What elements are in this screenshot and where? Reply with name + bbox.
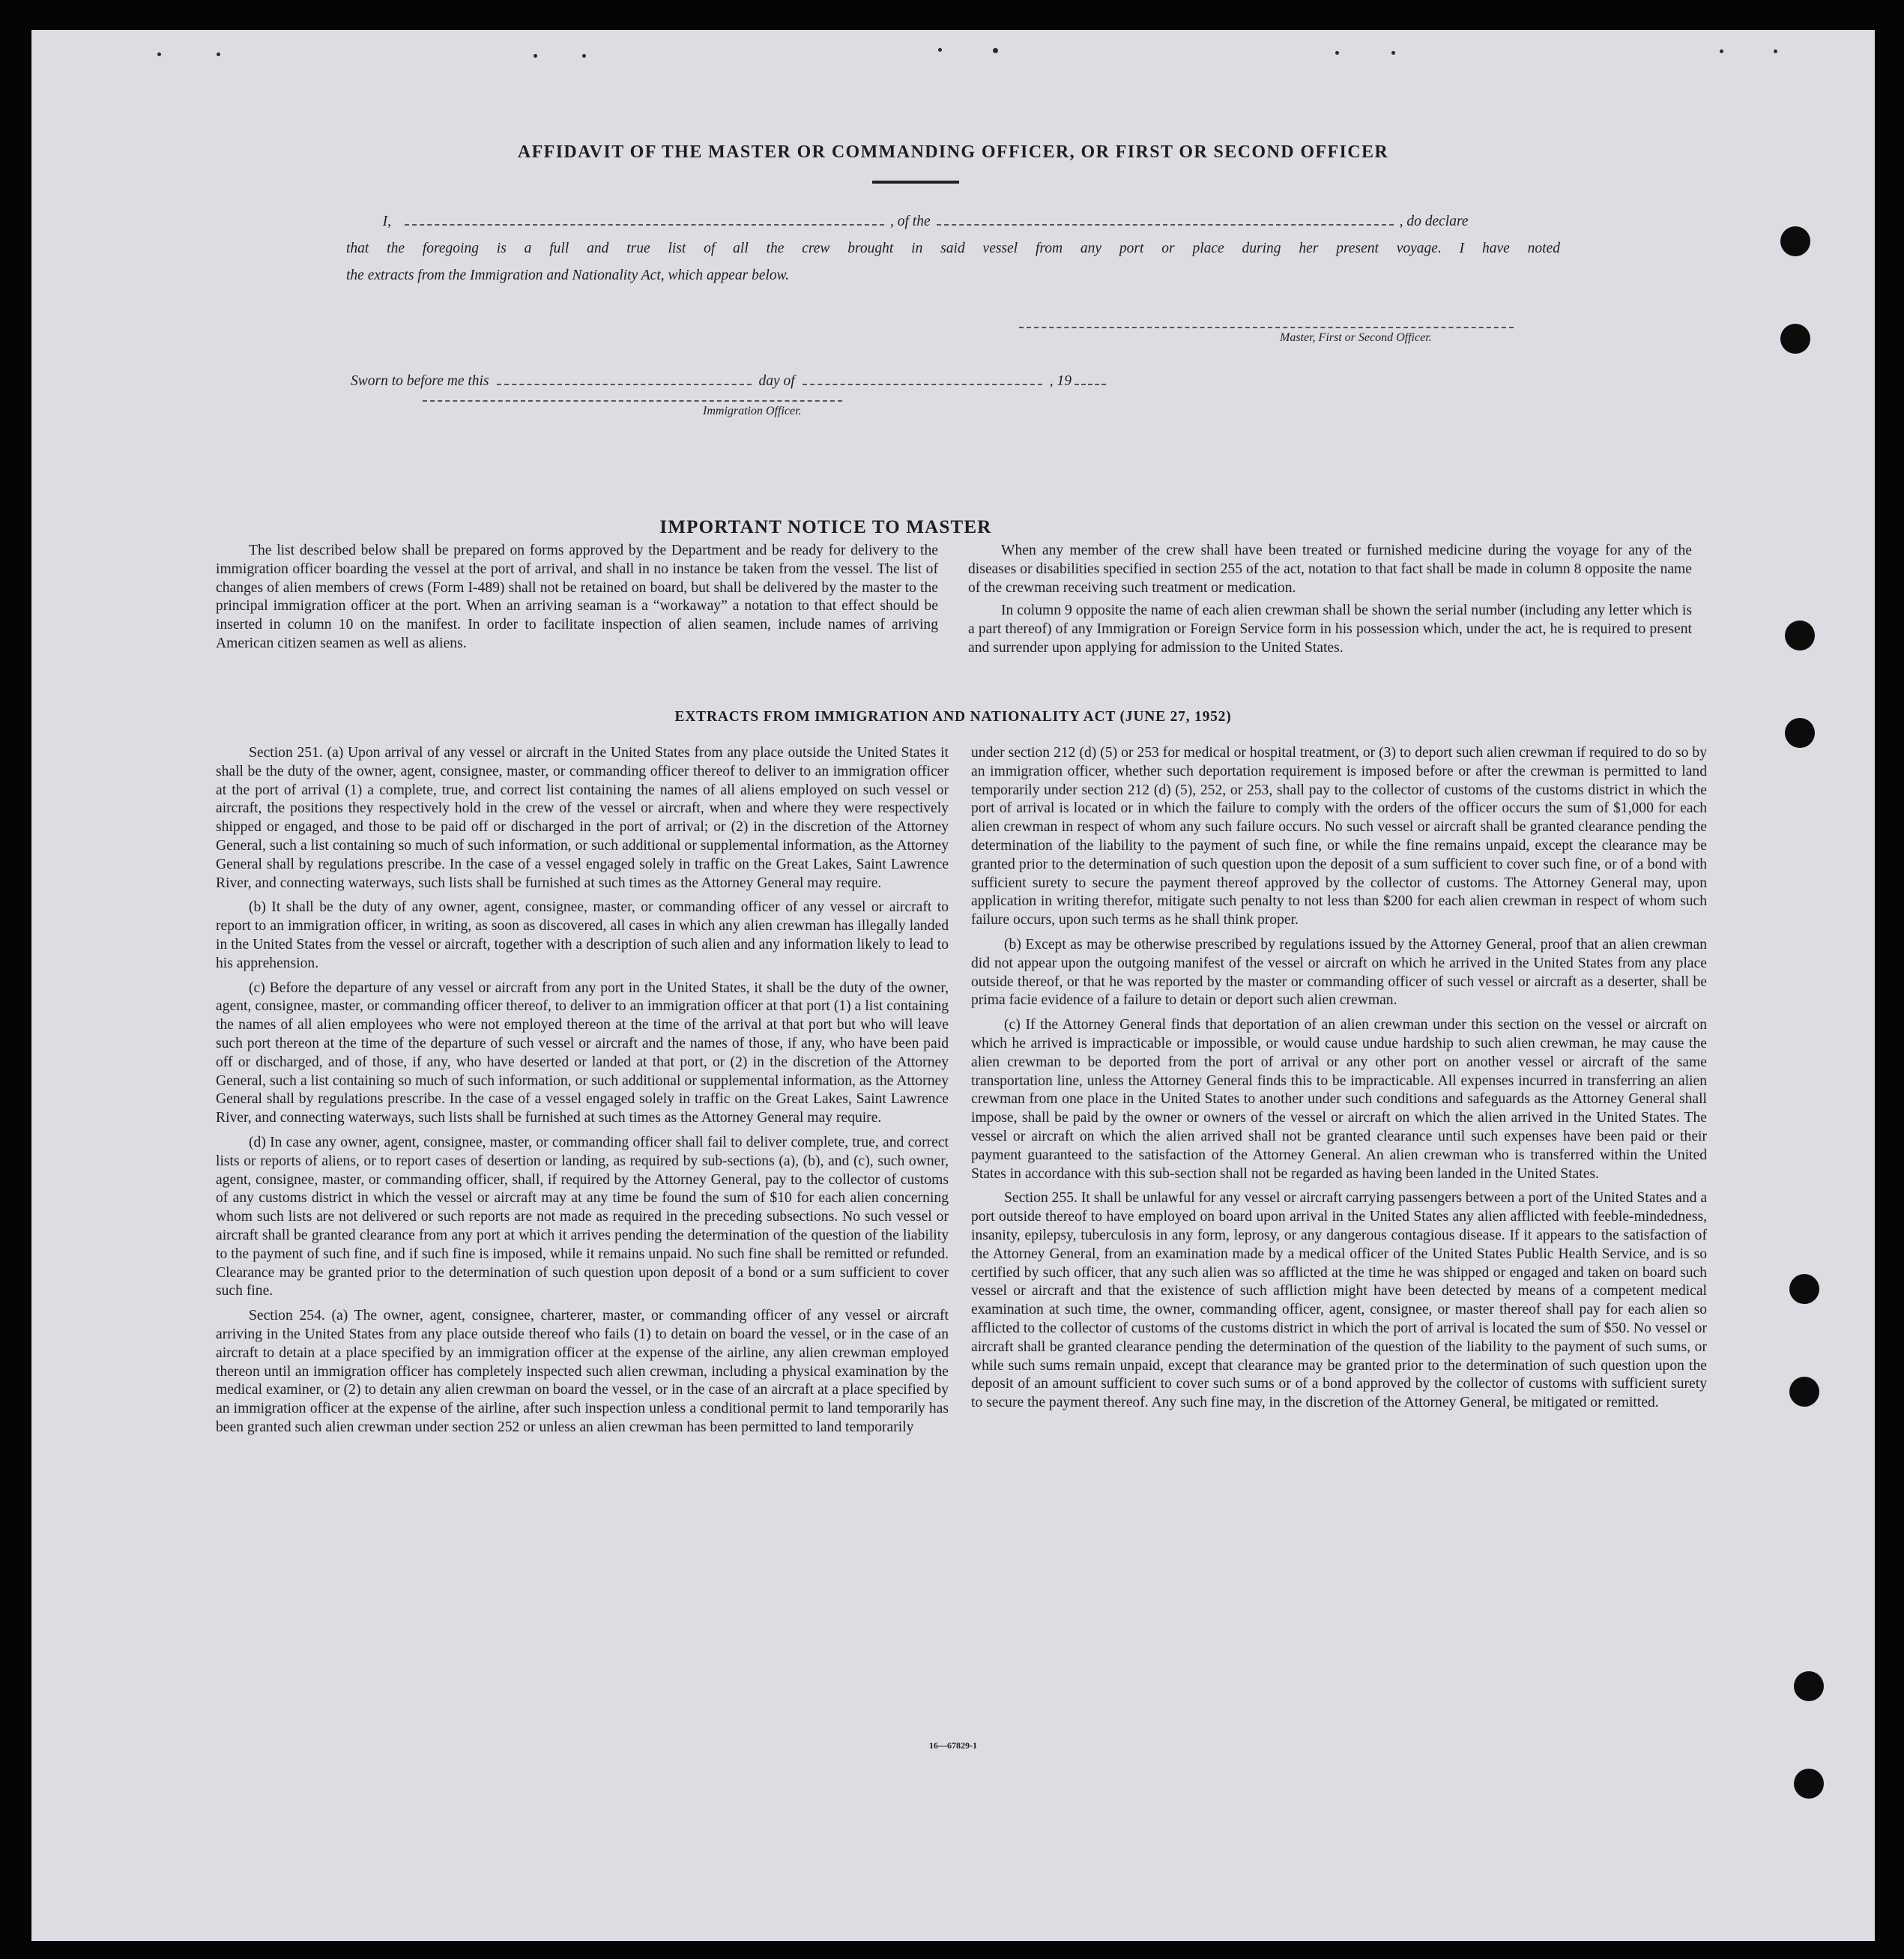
master-signature-caption: Master, First or Second Officer. — [1280, 331, 1432, 344]
notice-left-column — [216, 542, 938, 658]
punch-hole — [1794, 1769, 1824, 1799]
sworn-day-field[interactable] — [497, 384, 752, 385]
punch-hole — [1780, 324, 1810, 354]
scan-speck — [993, 48, 998, 53]
vessel-name-field[interactable] — [937, 224, 1394, 226]
affidavit-statement — [346, 208, 1560, 289]
do-declare-label: , do declare — [1399, 214, 1469, 229]
year-prefix: , 19 — [1049, 373, 1072, 389]
act-paragraph: under section 212 (d) (5) or 253 for medical or hospital treatment, or (3) to deport such alien crewman if required to do so by an immigration officer, whether such deportation requirement is imposed before or after the crewman is permitted to land temporarily under section 212 (d) (5), 252, or 253, shall pay to the collector of customs of the customs district in which the port of arrival is located or in which the failure to comply with the orders of the officer occurs the sum of $1,000 for each alien crewman in respect of whom any such failure occurs. No such vessel or aircraft shall be granted clearance pending the determination of the liability to the payment of such fine, or while the fine remains unpaid, except the clearance may be granted prior to the determination of such question upon the deposit of a sum sufficient to cover such fine, or of a bond with sufficient surety to secure the payment thereof approved by the collector of customs. The Attorney General may, upon application in writing therefor, mitigate such penalty to not less than $200 for each alien crewman in respect of whom such failure occurs, upon such terms as he shall think proper. — [971, 745, 1707, 929]
scan-speck — [1391, 51, 1395, 55]
punch-hole — [1789, 1377, 1819, 1407]
scan-speck — [582, 54, 586, 58]
of-the-label: , of the — [890, 214, 931, 229]
extracts-left-column — [216, 744, 949, 1443]
scan-speck — [1720, 49, 1723, 53]
sworn-month-field[interactable] — [803, 384, 1042, 385]
immigration-officer-caption: Immigration Officer. — [703, 405, 802, 417]
form-number: 16—67829-1 — [929, 1740, 977, 1751]
extracts-right-column — [971, 744, 1707, 1419]
punch-hole — [1789, 1274, 1819, 1304]
affidavit-title: AFFIDAVIT OF THE MASTER OR COMMANDING OFFICER, OR FIRST OR SECOND OFFICER — [517, 142, 1389, 162]
notice-paragraph: In column 9 opposite the name of each alien crewman shall be shown the serial number (including any letter which is a part thereof) of any Immigration or Foreign Service form in his possession which, under the act, he is required to present and surrender upon applying for admission to the United States. — [968, 603, 1692, 656]
sworn-statement — [351, 373, 1212, 390]
act-paragraph: (d) In case any owner, agent, consignee, master, or commanding officer shall fail to deliver complete, true, and correct lists or reports of aliens, or to report cases of desertion or landing, as required by sub-sections (a), (b), and (c), such owner, agent, consignee, master, or commanding officer, shall, if required by the Attorney General, pay to the collector of customs of any customs district in which the vessel or aircraft may at any time be found the sum of $10 for each alien concerning whom such lists are not delivered or such reports are not made as required in the preceding subsections. No such vessel or aircraft shall be granted clearance from any port at which it arrives pending the determination of the question of the liability to the payment of such fine, and if such fine is imposed, while it remains unpaid. No such fine shall be remitted or refunded. Clearance may be granted prior to the determination of such question upon deposit of a bond or a sum sufficient to cover such fine. — [216, 1134, 949, 1300]
document-page — [31, 30, 1875, 1941]
scan-speck — [1774, 49, 1777, 53]
scan-speck — [534, 54, 537, 58]
immigration-officer-signature-line[interactable] — [423, 400, 842, 402]
declaration-continuation: the extracts from the Immigration and Nationality Act, which appear below. — [346, 268, 790, 283]
notice-title: IMPORTANT NOTICE TO MASTER — [659, 517, 992, 537]
scan-speck — [938, 48, 942, 52]
affidavit-line — [346, 208, 1560, 235]
notice-paragraph: When any member of the crew shall have been treated or furnished medicine during the voyage for any of the diseases or disabilities specified in section 255 of the act, notation to that fact shall be made in column 8 opposite the name of the crewman receiving such treatment or medication. — [968, 543, 1692, 596]
scan-speck — [217, 52, 220, 56]
notice-paragraph: The list described below shall be prepared on forms approved by the Department and be ready for delivery to the immigration officer boarding the vessel at the port of arrival, and shall in no instance be taken from the vessel. The list of changes of alien members of crews (Form I-489) shall not be retained on board, but shall be delivered by the master to the principal immigration officer at the port. When an arriving seaman is a “workaway” a notation to that effect should be inserted in column 10 on the manifest. In order to facilitate inspection of alien seamen, include names of arriving American citizen seamen as well as aliens. — [216, 543, 938, 651]
act-paragraph: (c) Before the departure of any vessel or aircraft from any port in the United States, it shall be the duty of the owner, agent, consignee, master, or commanding officer thereof, to deliver to an immigration officer at that port (1) a list containing the names of all alien employees who were not employed thereon at the time of the arrival at that port but who will leave such port thereon at the time of the departure of such vessel or aircraft and the names of those, if any, who have been paid off or discharged, and of those, if any, who have deserted or landed at that port, or (2) in the discretion of the Attorney General, such a list containing so much of such information, or such additional or supplemental information, as the Attorney General shall by regulations prescribe. In the case of a vessel engaged solely in traffic on the Great Lakes, Saint Lawrence River, and connecting waterways, such lists shall be furnished at such times as the Attorney General may require. — [216, 980, 949, 1126]
affidavit-i: I, — [382, 214, 391, 229]
extracts-title: EXTRACTS FROM IMMIGRATION AND NATIONALITY ACT (JUNE 27, 1952) — [674, 709, 1232, 725]
punch-hole — [1785, 621, 1815, 651]
act-paragraph: Section 251. (a) Upon arrival of any vessel or aircraft in the United States from any place outside the United States it shall be the duty of the owner, agent, consignee, master, or commanding officer thereof to deliver to an immigration officer at the port of arrival (1) a complete, true, and correct list containing the names of all aliens employed on such vessel or aircraft, the positions they respectively hold in the crew of the vessel or aircraft, when and where they were respectively shipped or engaged, and those to be paid off or discharged in the port of arrival; or (2) in the discretion of the Attorney General, such a list containing so much of such information, or such additional or supplemental information, as the Attorney General shall by regulations prescribe. In the case of a vessel engaged solely in traffic on the Great Lakes, Saint Lawrence River, and connecting waterways, such lists shall be furnished at such times as the Attorney General may require. — [216, 745, 949, 891]
act-paragraph: (b) It shall be the duty of any owner, agent, consignee, master, or commanding officer of any vessel or aircraft to report to an immigration officer, in writing, as soon as discovered, all cases in which any alien crewman has illegally landed in the United States from the vessel or aircraft, together with a description of such alien and any information likely to lead to his apprehension. — [216, 899, 949, 971]
master-signature-line[interactable] — [1019, 327, 1514, 328]
declarant-name-field[interactable] — [405, 224, 884, 226]
day-of-label: day of — [758, 373, 795, 389]
declaration-text: that the foregoing is a full and true list of all the crew brought in said vessel from any port or place during her present voyage. I have noted — [346, 241, 1560, 256]
act-paragraph: Section 255. It shall be unlawful for any vessel or aircraft carrying passengers between a port of the United States and a port outside thereof to have employed on board upon arrival in the United States any alien afflicted with feeble-mindedness, insanity, epilepsy, tuberculosis in any form, leprosy, or any dangerous contagious disease. If it appears to the satisfaction of the Attorney General, from an examination made by a medical officer of the United States Public Health Service, and is so certified by such officer, that any such alien was so afflicted at the time he was shipped or engaged and taken on board such vessel or aircraft and that the existence of such affliction might have been detected by means of a competent medical examination at such time, the owner, commanding officer, agent, consignee, or master thereof shall pay for each alien so afflicted to the collector of customs of the customs district in which the port of arrival is located the sum of $50. No vessel or aircraft shall be granted clearance pending the determination of the question of the liability to the payment of such sums, or while such sums remain unpaid, except that clearance may be granted prior to the determination of such question upon the deposit of an amount sufficient to cover such sums or of a bond approved by the collector of customs with sufficient surety to secure the payment thereof. Any such fine may, in the discretion of the Attorney General, be mitigated or remitted. — [971, 1190, 1708, 1411]
notice-right-column — [968, 542, 1692, 662]
title-rule — [872, 181, 959, 184]
punch-hole — [1780, 226, 1810, 256]
scan-speck — [1335, 51, 1339, 55]
act-paragraph: Section 254. (a) The owner, agent, consignee, charterer, master, or commanding officer of any vessel or aircraft arriving in the United States from any place outside thereof who fails (1) to detain on board the vessel, or in the case of an aircraft to detain at a place specified by an immigration officer at the expense of the airline, any alien crewman employed thereon until an immigration officer has completely inspected such alien crewman, including a physical examination by the medical examiner, or (2) to detain any alien crewman on board the vessel, or in the case of an aircraft at a place specified by an immigration officer at the expense of the airline, after such inspection unless a conditional permit to land temporarily has been granted such alien crewman under section 252 or unless an alien crewman has been permitted to land temporarily — [216, 1308, 949, 1435]
sworn-year-field[interactable] — [1075, 384, 1106, 385]
act-paragraph: (b) Except as may be otherwise prescribed by regulations issued by the Attorney General, proof that an alien crewman did not appear upon the outgoing manifest of the vessel or aircraft on which he arrived in the United States from any place outside thereof, or that he was reported by the master or commanding officer of such vessel or aircraft as a deserter, shall be prima facie evidence of a failure to detain or deport such alien crewman. — [971, 936, 1707, 1009]
act-paragraph: (c) If the Attorney General finds that deportation of an alien crewman under this section on the vessel or aircraft on which he arrived is impracticable or impossible, or would cause undue hardship to such alien crewman, he may cause the alien crewman to be deported from the port of arrival or any other port on another vessel or aircraft of the same transportation line, unless the Attorney General finds this to be impracticable. All expenses incurred in transferring an alien crewman from one place in the United States to another under such conditions and safeguards as the Attorney General shall impose, shall be paid by the owner or owners of the vessel or aircraft on which the alien arrived in the United States. The vessel or aircraft on which the alien arrived shall not be granted clearance until such expenses have been paid or their payment guaranteed to the satisfaction of the Attorney General. An alien crewman who is transferred within the United States in accordance with this sub-section shall not be regarded as having been landed in the United States. — [971, 1017, 1707, 1182]
scan-speck — [157, 52, 161, 56]
sworn-label: Sworn to before me this — [351, 373, 489, 389]
punch-hole — [1794, 1671, 1824, 1701]
